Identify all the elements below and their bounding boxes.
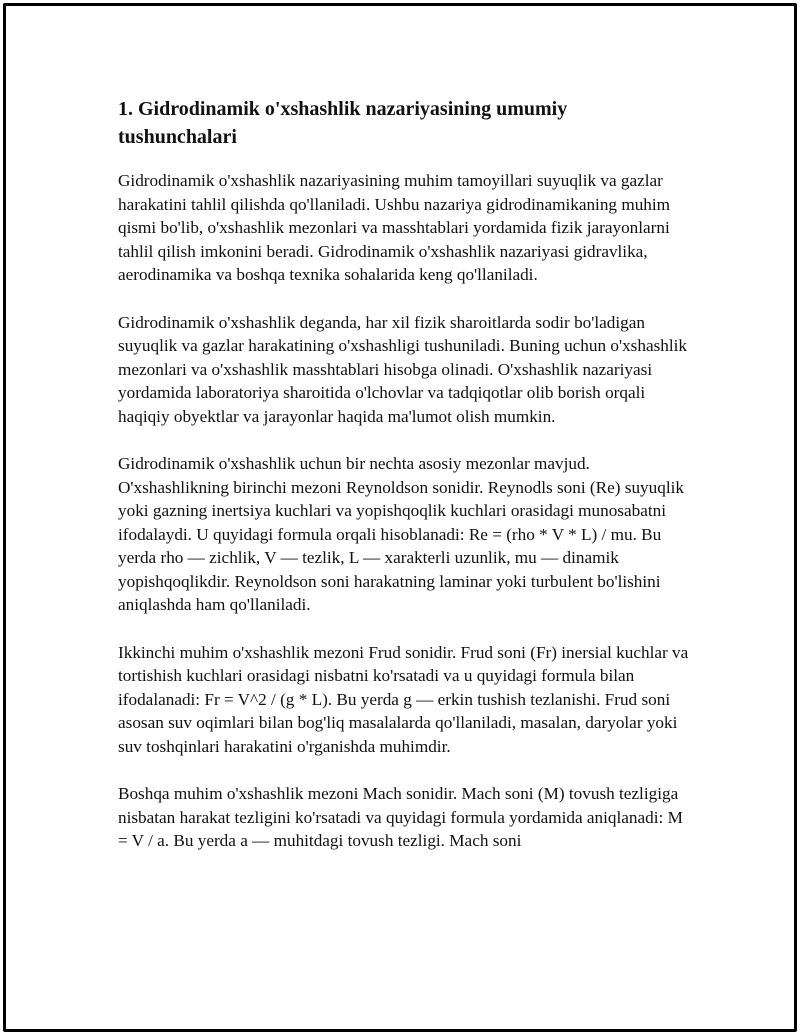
paragraph-1: Gidrodinamik o'xshashlik nazariyasining muhim tamoyillari suyuqlik va gazlar harakatini tahlil qilishda qo'llaniladi. Ushbu nazariya gidrodinamikaning muhim qismi bo'lib, o'xshashlik mezonlari va masshtablari yordamida fizik jarayonlarni tahlil qilish imkonini beradi. Gidrodinamik o'xshashlik nazariyasi gidravlika, aerodinamika va boshqa texnika sohalarida keng qo'llaniladi. (118, 171, 671, 284)
section-heading: 1. Gidrodinamik o'xshashlik nazariyasining umumiy tushunchalari (118, 98, 568, 148)
paragraph-5: Boshqa muhim o'xshashlik mezoni Mach sonidir. Mach soni (M) tovush tezligiga nisbatan harakat tezligini ko'rsatadi va quyidagi formula yordamida aniqlanadi: M = V / a. Bu yerda a — muhitdagi tovush tezligi. Mach soni (118, 784, 683, 850)
paragraph-3: Gidrodinamik o'xshashlik uchun bir nechta asosiy mezonlar mavjud. O'xshashlikning birinchi mezoni Reynoldson sonidir. Reynodls soni (Re) suyuqlik yoki gazning inertsiya kuchlari va yopishqoqlik kuchlari orasidagi munosabatni ifodalaydi. U quyidagi formula orqali hisoblanadi: Re = (rho * V * L) / mu. Bu yerda rho — zichlik, V — tezlik, L — xarakterli uzunlik, mu — dinamik yopishqoqlikdir. Reynoldson soni harakatning laminar yoki turbulent bo'lishini aniqlashda ham qo'llaniladi. (118, 454, 684, 614)
paragraph-4: Ikkinchi muhim o'xshashlik mezoni Frud sonidir. Frud soni (Fr) inersial kuchlar va tortishish kuchlari orasidagi nisbatni ko'rsatadi va u quyidagi formula bilan ifodalanadi: Fr = V^2 / (g * L). Bu yerda g — erkin tushish tezlanishi. Frud soni asosan suv oqimlari bilan bog'liq masalalarda qo'llaniladi, masalan, daryolar yoki suv toshqinlari harakatini o'rganishda muhimdir. (118, 642, 689, 756)
paragraph-2: Gidrodinamik o'xshashlik deganda, har xil fizik sharoitlarda sodir bo'ladigan suyuqlik va gazlar harakatining o'xshashligi tushuniladi. Buning uchun o'xshashlik mezonlari va o'xshashlik masshtablari hisobga olinadi. O'xshashlik nazariyasi yordamida laboratoriya sharoitida o'lchovlar va tadqiqotlar olib borish orqali haqiqiy obyektlar va jarayonlar haqida ma'lumot olish mumkin. (118, 312, 688, 426)
document-body (118, 95, 690, 877)
